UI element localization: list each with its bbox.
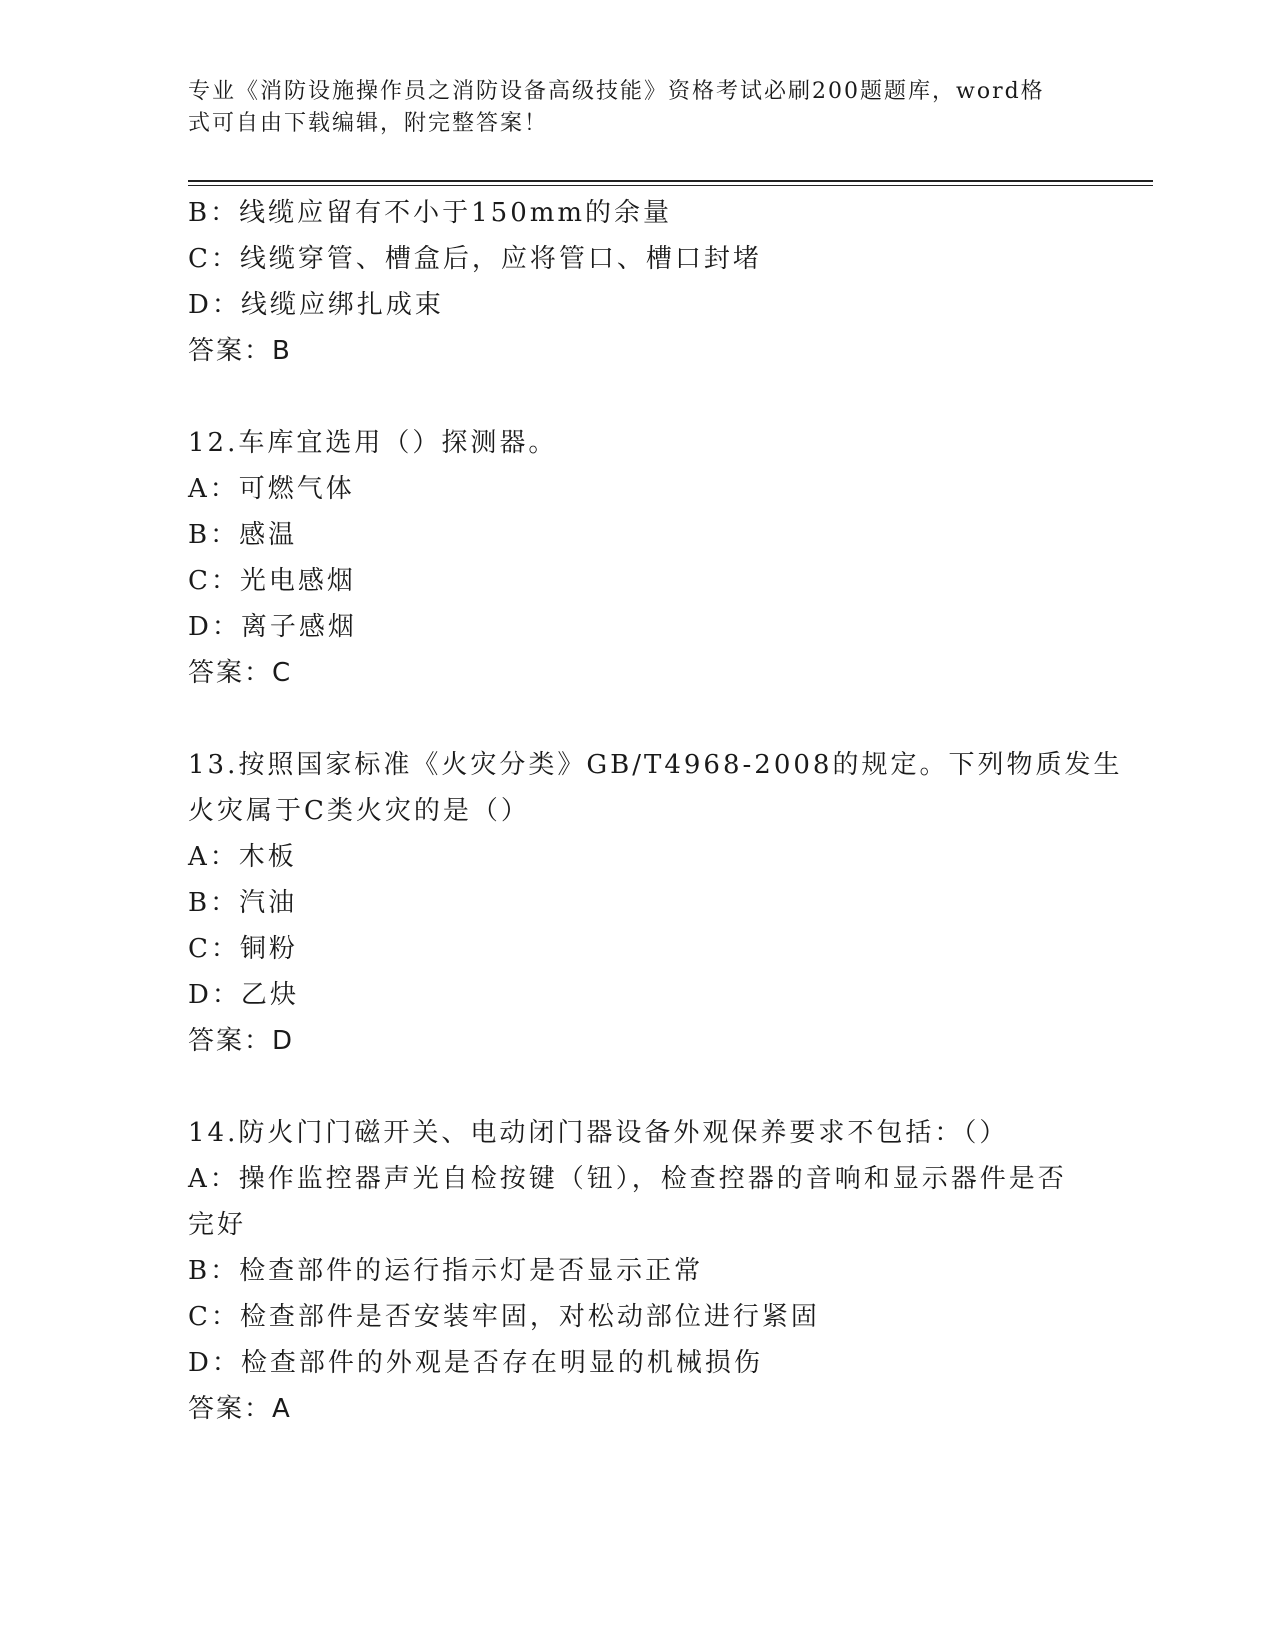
option-c: C：线缆穿管、槽盒后，应将管口、槽口封堵 [188,244,762,274]
option-d: D：线缆应绑扎成束 [188,290,444,320]
option-b: B：感温 [188,520,298,550]
option-a-line-2: 完好 [188,1210,247,1240]
option-d: D：乙炔 [188,980,299,1010]
answer: 答案：C [188,658,293,688]
answer: 答案：A [188,1394,292,1424]
option-a-line-1: A：操作监控器声光自检按键（钮），检查控器的音响和显示器件是否 [188,1164,1067,1194]
header-line-1: 专业《消防设施操作员之消防设备高级技能》资格考试必刷200题题库，word格 [188,79,1045,104]
document-header [188,76,1068,140]
header-line-2: 式可自由下载编辑，附完整答案！ [188,111,549,136]
header-rule-thick [188,180,1153,182]
question-12 [188,420,1068,696]
question-text: 14.防火门门磁开关、电动闭门器设备外观保养要求不包括：（） [188,1118,1009,1148]
option-b: B：检查部件的运行指示灯是否显示正常 [188,1256,704,1286]
header-rule-thin [188,185,1153,186]
question-11 [188,190,1068,374]
option-b: B：汽油 [188,888,298,918]
option-a: A：木板 [188,842,297,872]
question-14 [188,1110,1068,1432]
question-13 [188,742,1123,1064]
question-list [188,190,1123,1432]
spacer [188,696,1068,742]
option-c: C：光电感烟 [188,566,356,596]
option-d: D：离子感烟 [188,612,357,642]
option-a: A：可燃气体 [188,474,355,504]
question-text-line-2: 火灾属于C类火灾的是（） [188,796,530,826]
question-text: 12.车库宜选用（）探测器。 [188,428,558,458]
question-text-line-1: 13.按照国家标准《火灾分类》GB/T4968-2008的规定。下列物质发生 [188,750,1123,780]
option-b: B：线缆应留有不小于150mm的余量 [188,198,673,228]
option-c: C：检查部件是否安装牢固，对松动部位进行紧固 [188,1302,820,1332]
spacer [188,374,1068,420]
option-c: C：铜粉 [188,934,298,964]
answer: 答案：D [188,1026,295,1056]
option-d: D：检查部件的外观是否存在明显的机械损伤 [188,1348,763,1378]
answer: 答案：B [188,336,292,366]
spacer [188,1064,1068,1110]
